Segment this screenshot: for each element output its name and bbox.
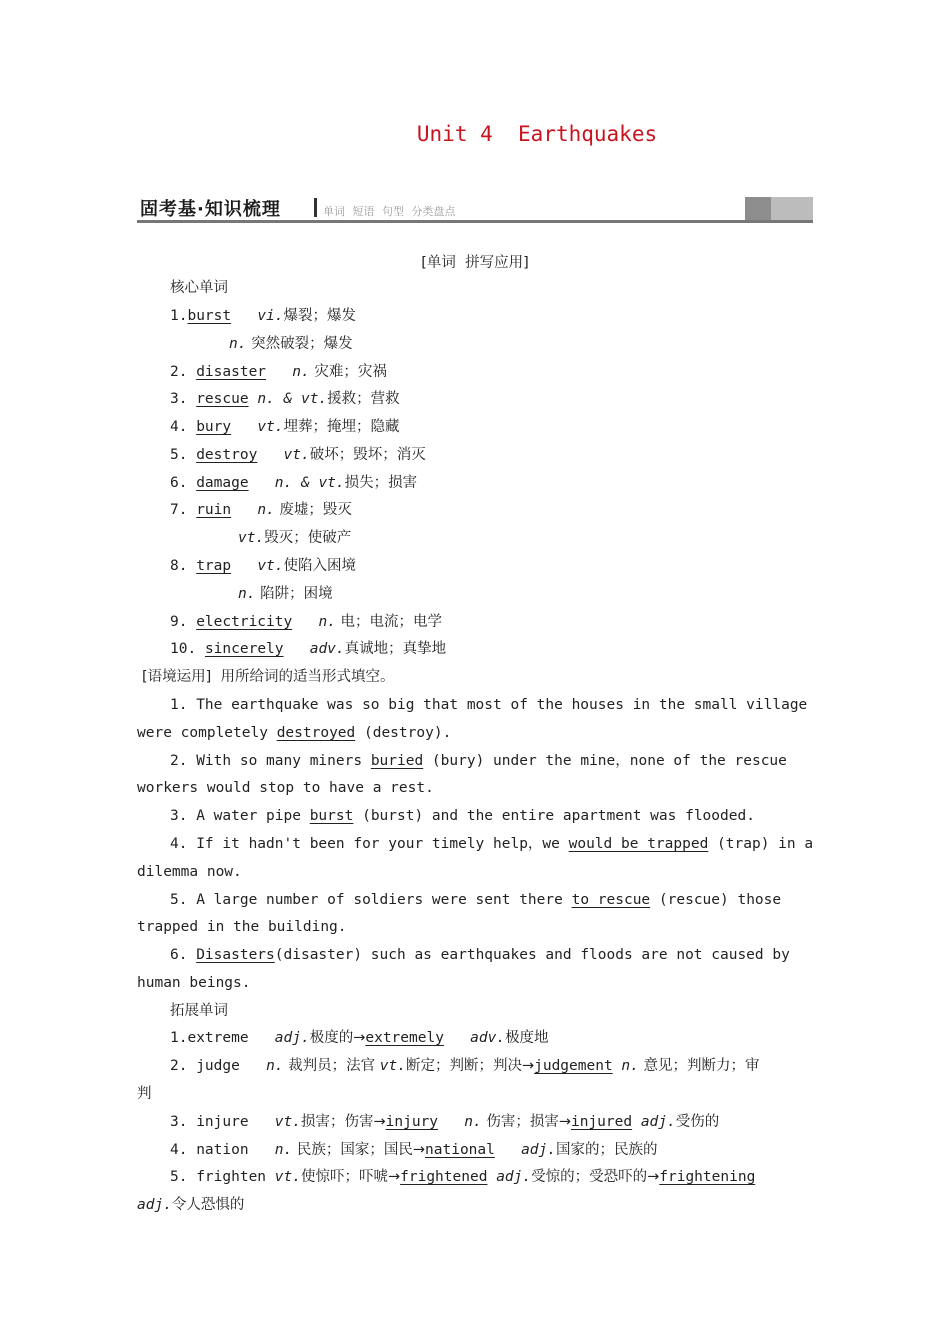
core-word-2: 2. disaster n. 灾难；灾祸 — [170, 364, 387, 380]
exercise-4-line-1: 4. If it hadn't been for your timely help，we would be trapped (trap) in a — [170, 836, 814, 852]
core-word-8-noun: n. 陷阱；困境 — [238, 586, 333, 602]
exercise-5-line-2: trapped in the building. — [137, 919, 347, 935]
exercise-4-line-2: dilemma now. — [137, 864, 242, 880]
banner-divider — [314, 198, 317, 217]
core-word-10: 10. sincerely adv.真诚地；真挚地 — [170, 641, 447, 657]
core-word-1-noun: n. 突然破裂；爆发 — [229, 336, 353, 352]
ext-word-2-tail: 判 — [137, 1086, 152, 1102]
exercise-1-line-1: 1. The earthquake was so big that most of the houses in the small village — [170, 697, 808, 713]
banner-subtitle: 单词 短语 句型 分类盘点 — [323, 205, 456, 218]
ext-word-1: 1.extreme adj.极度的→extremely adv.极度地 — [170, 1030, 549, 1046]
core-word-7-verb: vt.毁灭；使破产 — [238, 530, 352, 546]
banner-rule — [137, 220, 813, 223]
core-heading: 核心单词 — [170, 280, 228, 296]
banner-title: 固考基·知识梳理 — [140, 199, 281, 220]
exercise-2-line-2: workers would stop to have a rest. — [137, 780, 434, 796]
ext-word-3: 3. injure vt.损害；伤害→injury n. 伤害；损害→injured adj.受伤的 — [170, 1114, 720, 1130]
core-word-6: 6. damage n. & vt.损失；损害 — [170, 475, 418, 491]
exercise-1-line-2: were completely destroyed (destroy). — [137, 725, 452, 741]
ext-word-5-tail: adj.令人恐惧的 — [137, 1197, 245, 1213]
core-word-5: 5. destroy vt.破坏；毁坏；消灭 — [170, 447, 426, 463]
ext-word-5: 5. frighten vt.使惊吓；吓唬→frightened adj.受惊的；受恐吓的→frightening — [170, 1169, 756, 1185]
exercise-5-line-1: 5. A large number of soldiers were sent there to rescue (rescue) those — [170, 892, 782, 908]
core-word-3: 3. rescue n. & vt.援救；营救 — [170, 391, 400, 407]
core-word-4: 4. bury vt.埋葬；掩埋；隐藏 — [170, 419, 400, 435]
exercise-6-line-1: 6. Disasters(disaster) such as earthquakes and floods are not caused by — [170, 947, 790, 963]
page-title: Unit 4 Earthquakes — [416, 122, 658, 146]
ext-heading: 拓展单词 — [170, 1003, 228, 1019]
core-word-8: 8. trap vt.使陷入困境 — [170, 558, 357, 574]
exercise-2-line-1: 2. With so many miners buried (bury) under the mine，none of the rescue — [170, 753, 787, 769]
section-banner — [137, 195, 813, 223]
context-heading: [语境运用] 用所给词的适当形式填空。 — [142, 669, 395, 685]
exercise-6-line-2: human beings. — [137, 975, 251, 991]
ext-word-2: 2. judge n. 裁判员；法官 vt.断定；判断；判决→judgement n. 意见；判断力；审 — [170, 1058, 760, 1074]
ext-word-4: 4. nation n. 民族；国家；国民→national adj.国家的；民族的 — [170, 1142, 658, 1158]
core-word-9: 9. electricity n. 电；电流；电学 — [170, 614, 443, 630]
section-title: [单词 拼写应用] — [421, 255, 529, 271]
banner-block-dark — [745, 197, 771, 220]
core-word-1: 1.burst vi.爆裂；爆发 — [170, 308, 357, 324]
exercise-3: 3. A water pipe burst (burst) and the entire apartment was flooded. — [170, 808, 755, 824]
core-word-7: 7. ruin n. 废墟；毁灭 — [170, 502, 352, 518]
banner-block-light — [771, 197, 813, 220]
